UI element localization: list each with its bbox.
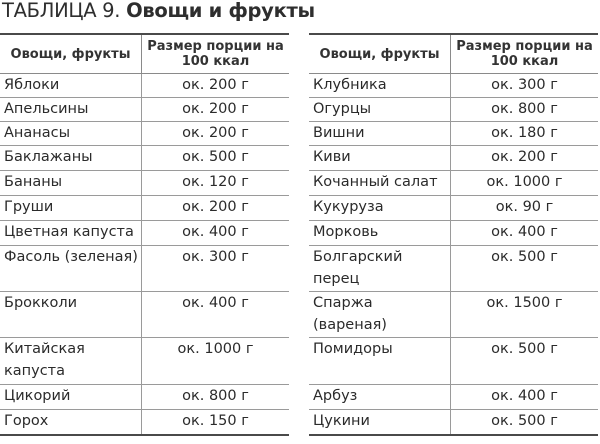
table-row [309, 410, 598, 434]
table-row [309, 338, 598, 385]
cell-portion: ок. 1000 г [450, 171, 598, 195]
cell-item: Помидоры [313, 341, 393, 357]
cell-portion: ок. 500 г [450, 338, 598, 384]
cell-item: Фасоль (зеленая) [4, 249, 138, 265]
table-header [309, 35, 598, 74]
table-row [0, 385, 289, 410]
cell-portion: ок. 200 г [141, 122, 289, 145]
cell-item: Цветная капуста [4, 224, 134, 240]
cell-item: Кочанный салат [313, 174, 438, 190]
cell-item: Болгарский перец [313, 249, 403, 287]
table-name: Овощи и фрукты [126, 0, 315, 22]
cell-portion: ок. 200 г [450, 146, 598, 170]
cell-portion: ок. 120 г [141, 171, 289, 195]
table-row [309, 98, 598, 122]
table-row [309, 146, 598, 171]
table-row [309, 122, 598, 146]
cell-item: Цикорий [4, 388, 71, 404]
header-item: Овощи, фрукты [10, 46, 131, 62]
cell-portion: ок. 1500 г [450, 292, 598, 337]
table-row [0, 246, 289, 292]
cell-item: Груши [4, 199, 54, 215]
right-table-body [309, 74, 598, 434]
cell-item: Цукини [313, 413, 370, 429]
table-row [0, 122, 289, 146]
cell-portion: ок. 800 г [450, 98, 598, 121]
right-table [309, 33, 598, 436]
cell-item: Морковь [313, 224, 379, 240]
left-table-body [0, 74, 289, 434]
cell-portion: ок. 1000 г [141, 338, 289, 384]
cell-item: Кукуруза [313, 199, 384, 215]
cell-item: Вишни [313, 125, 365, 141]
cell-item: Китайская капуста [4, 341, 85, 379]
header-portion: Размер порции на 100 ккал [450, 35, 598, 73]
cell-item: Бананы [4, 174, 63, 190]
cell-item: Клубника [313, 77, 387, 93]
table-number: ТАБЛИЦА 9. [2, 0, 121, 22]
cell-item: Брокколи [4, 295, 78, 311]
table-title [2, 0, 315, 27]
cell-item: Ананасы [4, 125, 71, 141]
cell-portion: ок. 90 г [450, 196, 598, 220]
cell-item: Спаржа (вареная) [313, 295, 387, 333]
cell-portion: ок. 200 г [141, 74, 289, 97]
table-row [0, 292, 289, 338]
cell-portion: ок. 180 г [450, 122, 598, 145]
cell-portion: ок. 400 г [141, 292, 289, 337]
header-portion: Размер порции на 100 ккал [141, 35, 289, 73]
cell-item: Арбуз [313, 388, 358, 404]
table-row [0, 74, 289, 98]
cell-portion: ок. 500 г [450, 246, 598, 291]
table-row [309, 221, 598, 246]
table-row [309, 385, 598, 410]
cell-item: Горох [4, 413, 49, 429]
cell-item: Огурцы [313, 101, 372, 117]
table-row [0, 338, 289, 385]
table-header [0, 35, 289, 74]
cell-portion: ок. 300 г [141, 246, 289, 291]
cell-portion: ок. 200 г [141, 98, 289, 121]
cell-portion: ок. 800 г [141, 385, 289, 409]
cell-item: Апельсины [4, 101, 89, 117]
cell-portion: ок. 400 г [450, 221, 598, 245]
cell-item: Баклажаны [4, 149, 93, 165]
cell-portion: ок. 150 г [141, 410, 289, 434]
cell-portion: ок. 300 г [450, 74, 598, 97]
table-row [309, 196, 598, 221]
cell-portion: ок. 500 г [450, 410, 598, 434]
cell-portion: ок. 400 г [141, 221, 289, 245]
table-row [309, 171, 598, 196]
table-row [0, 221, 289, 246]
left-table [0, 33, 289, 436]
cell-portion: ок. 500 г [141, 146, 289, 170]
table-row [309, 74, 598, 98]
table-row [309, 292, 598, 338]
table-row [0, 171, 289, 196]
table-row [0, 98, 289, 122]
table-row [0, 146, 289, 171]
header-item: Овощи, фрукты [319, 46, 440, 62]
table-row [309, 246, 598, 292]
cell-portion: ок. 400 г [450, 385, 598, 409]
cell-portion: ок. 200 г [141, 196, 289, 220]
cell-item: Яблоки [4, 77, 60, 93]
table-row [0, 410, 289, 434]
cell-item: Киви [313, 149, 351, 165]
table-row [0, 196, 289, 221]
